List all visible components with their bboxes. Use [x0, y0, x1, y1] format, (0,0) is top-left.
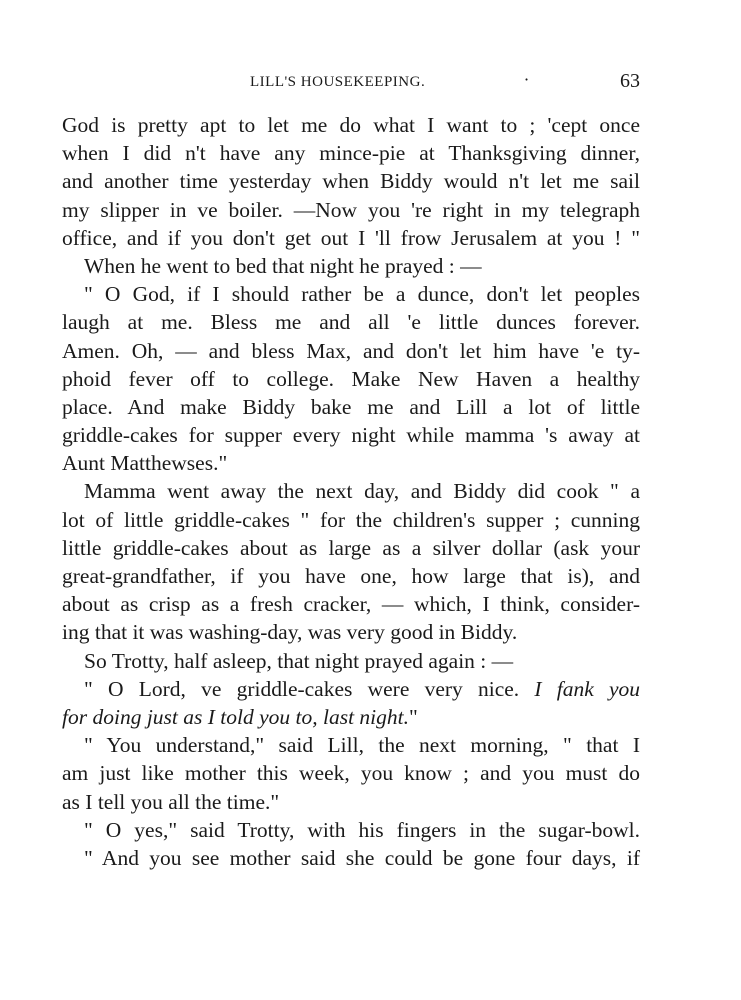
text-line: ing that it was washing-day, was very good in Biddy. — [62, 620, 518, 645]
closing-quote: " — [409, 704, 418, 729]
text-line: griddle-cakes for supper every night while mamma 's away at — [62, 423, 640, 448]
text-line: as I tell you all the time." — [62, 789, 280, 814]
body-text — [62, 111, 640, 872]
italic-segment: I fank you — [534, 676, 641, 701]
text-segment: " O Lord, ve griddle-cakes were very nice. — [84, 676, 520, 701]
text-line — [62, 703, 640, 731]
text-line: laugh at me. Bless me and all 'e little dunces forever. — [62, 310, 640, 335]
text-line: office, and if you don't get out I 'll frow Jerusalem at you ! " — [62, 225, 640, 250]
text-line: Aunt Matthewses." — [62, 451, 228, 476]
text-line: my slipper in ve boiler. —Now you 're right in my telegraph — [62, 197, 640, 222]
text-line: Mamma went away the next day, and Biddy did cook " a — [84, 479, 640, 504]
text-line: Amen. Oh, — and bless Max, and don't let him have 'e ty- — [62, 338, 640, 363]
text-line: " O God, if I should rather be a dunce, don't let peoples — [84, 282, 640, 307]
text-line: phoid fever off to college. Make New Haven a healthy — [62, 366, 640, 391]
text-line: place. And make Biddy bake me and Lill a lot of little — [62, 394, 640, 419]
text-line: lot of little griddle-cakes " for the children's supper ; cunning — [62, 507, 640, 532]
page-number: 63 — [620, 70, 640, 92]
text-line — [62, 675, 640, 703]
italic-segment: for doing just as I told you to, last night. — [62, 704, 410, 729]
text-line: when I did n't have any mince-pie at Thanksgiving dinner, — [62, 141, 640, 166]
text-line: and another time yesterday when Biddy would n't let me sail — [62, 169, 640, 194]
text-line: So Trotty, half asleep, that night prayed again : — — [84, 648, 514, 673]
text-line: " And you see mother said she could be gone four days, if — [84, 845, 640, 870]
header-dot: · — [524, 70, 530, 89]
text-line: God is pretty apt to let me do what I want to ; 'cept once — [62, 113, 640, 137]
running-head — [62, 68, 640, 98]
text-line: " O yes," said Trotty, with his fingers in the sugar-bowl. — [84, 817, 640, 842]
text-line: about as crisp as a fresh cracker, — which, I think, consider- — [62, 592, 640, 617]
text-line: am just like mother this week, you know ; and you must do — [62, 761, 640, 786]
running-title: LILL'S HOUSEKEEPING. — [250, 74, 426, 90]
text-line: When he went to bed that night he prayed : — — [84, 253, 482, 278]
text-line: great-grandfather, if you have one, how large that is), and — [62, 564, 640, 588]
text-line: little griddle-cakes about as large as a silver dollar (ask your — [62, 535, 640, 560]
text-line: " You understand," said Lill, the next morning, " that I — [84, 733, 640, 758]
